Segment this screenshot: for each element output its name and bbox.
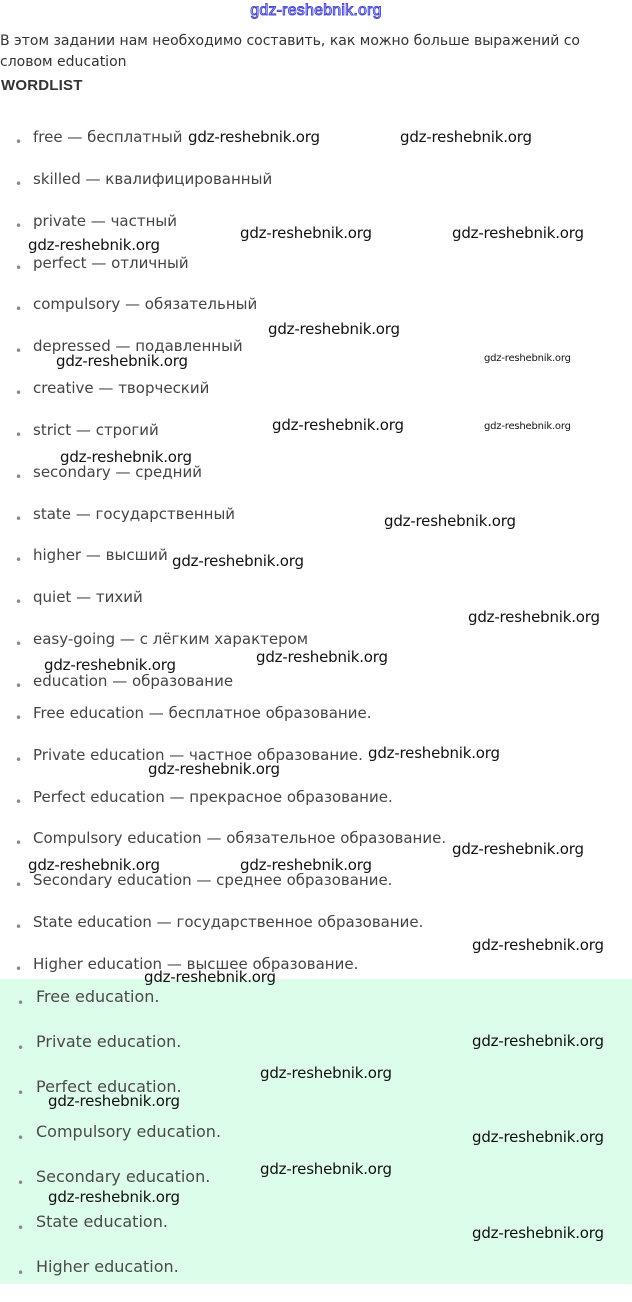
list-item: • Private education — частное образование. [0, 745, 632, 787]
list-item: • Secondary education — среднее образование. [0, 870, 632, 912]
bullet-icon: • [15, 919, 23, 934]
bullet-icon: • [15, 427, 23, 442]
list-item: • Compulsory education — обязательное образование. [0, 828, 632, 870]
bullet-icon: • [15, 218, 23, 233]
watermark: gdz-reshebnik.org [260, 1160, 392, 1178]
watermark: gdz-reshebnik.org [60, 448, 192, 466]
bullet-icon: • [15, 961, 23, 976]
list-item: • Perfect education — прекрасное образование. [0, 787, 632, 829]
watermark: gdz-reshebnik.org [452, 224, 584, 242]
watermark: gdz-reshebnik.org [28, 236, 160, 254]
list-item: • secondary — средний [0, 462, 632, 504]
watermark: gdz-reshebnik.org [268, 320, 400, 338]
watermark: gdz-reshebnik.org [148, 760, 280, 778]
watermark: gdz-reshebnik.org [188, 128, 320, 146]
list-item: • State education. [0, 1212, 632, 1257]
bullet-icon: • [15, 836, 23, 851]
bullet-icon: • [15, 260, 23, 275]
watermark: gdz-reshebnik.org [472, 1224, 604, 1242]
list-item: • state — государственный [0, 504, 632, 546]
intro-line-2: словом education [0, 54, 127, 70]
bullet-icon: • [15, 302, 23, 317]
bullet-icon: • [17, 1041, 25, 1055]
list-item: • State education — государственное образование. [0, 912, 632, 954]
list-item: • quiet — тихий [0, 587, 632, 629]
watermark: gdz-reshebnik.org [484, 421, 571, 432]
watermark: gdz-reshebnik.org [472, 1032, 604, 1050]
list-item: • Higher education — высшее образование. [0, 954, 632, 996]
list-item: • Secondary education. [0, 1167, 632, 1212]
bullet-icon: • [15, 344, 23, 359]
bullet-icon: • [17, 1131, 25, 1145]
watermark: gdz-reshebnik.org [368, 744, 500, 762]
watermark: gdz-reshebnik.org [48, 1092, 180, 1110]
watermark: gdz-reshebnik.org [472, 1128, 604, 1146]
bullet-icon: • [15, 752, 23, 767]
list-item: • Compulsory education. [0, 1122, 632, 1167]
watermark: gdz-reshebnik.org [240, 224, 372, 242]
list-item: • creative — творческий [0, 378, 632, 420]
list-item: • Perfect education. [0, 1077, 632, 1122]
watermark: gdz-reshebnik.org [484, 353, 571, 364]
bullet-icon: • [15, 511, 23, 526]
watermark: gdz-reshebnik.org [272, 416, 404, 434]
list-item: • compulsory — обязательный [0, 294, 632, 336]
list-item: • Private education. [0, 1032, 632, 1077]
list-item: • Higher education. [0, 1257, 632, 1302]
intro-text [0, 31, 632, 69]
list-item: • easy-going — с лёгким характером [0, 629, 632, 671]
bullet-icon: • [17, 1266, 25, 1280]
bullet-icon: • [17, 996, 25, 1010]
watermark: gdz-reshebnik.org [56, 352, 188, 370]
watermark: gdz-reshebnik.org [260, 1064, 392, 1082]
bullet-icon: • [15, 135, 23, 149]
bullet-icon: • [15, 386, 23, 401]
bullet-icon: • [15, 711, 23, 725]
bullet-icon: • [15, 678, 23, 693]
watermark: gdz-reshebnik.org [172, 552, 304, 570]
watermark: gdz-reshebnik.org [240, 856, 372, 874]
watermark: gdz-reshebnik.org [472, 936, 604, 954]
bullet-icon: • [15, 553, 23, 568]
bullet-icon: • [15, 176, 23, 191]
wordlist-title: WORDLIST [1, 77, 83, 94]
watermark: gdz-reshebnik.org [256, 648, 388, 666]
bullet-icon: • [17, 1086, 25, 1100]
bullet-icon: • [17, 1176, 25, 1190]
bullet-icon: • [17, 1221, 25, 1235]
list-item: • free — бесплатный [0, 127, 632, 169]
watermark: gdz-reshebnik.org [384, 512, 516, 530]
watermark: gdz-reshebnik.org [28, 856, 160, 874]
bullet-icon: • [15, 637, 23, 652]
bullet-icon: • [15, 878, 23, 893]
list-item: • strict — строгий [0, 420, 632, 462]
site-header-link[interactable]: gdz-reshebnik.org [250, 2, 382, 19]
list-item: • Free education — бесплатное образование. [0, 703, 632, 745]
watermark: gdz-reshebnik.org [452, 840, 584, 858]
list-item: • depressed — подавленный [0, 336, 632, 378]
list-item: • education — образование [0, 671, 632, 713]
list-item: • Free education. [0, 987, 632, 1032]
bullet-icon: • [15, 595, 23, 610]
list-item: • higher — высший [0, 545, 632, 587]
watermark: gdz-reshebnik.org [400, 128, 532, 146]
watermark: gdz-reshebnik.org [44, 656, 176, 674]
list-item: • private — частный [0, 211, 632, 253]
watermark: gdz-reshebnik.org [48, 1188, 180, 1206]
list-item: • skilled — квалифицированный [0, 169, 632, 211]
intro-line-1: В этом задании нам необходимо составить, как можно больше выражений со [0, 33, 581, 49]
list-item: • perfect — отличный [0, 253, 632, 295]
watermark: gdz-reshebnik.org [144, 968, 276, 986]
bullet-icon: • [15, 469, 23, 484]
bullet-icon: • [15, 794, 23, 809]
watermark: gdz-reshebnik.org [468, 608, 600, 626]
